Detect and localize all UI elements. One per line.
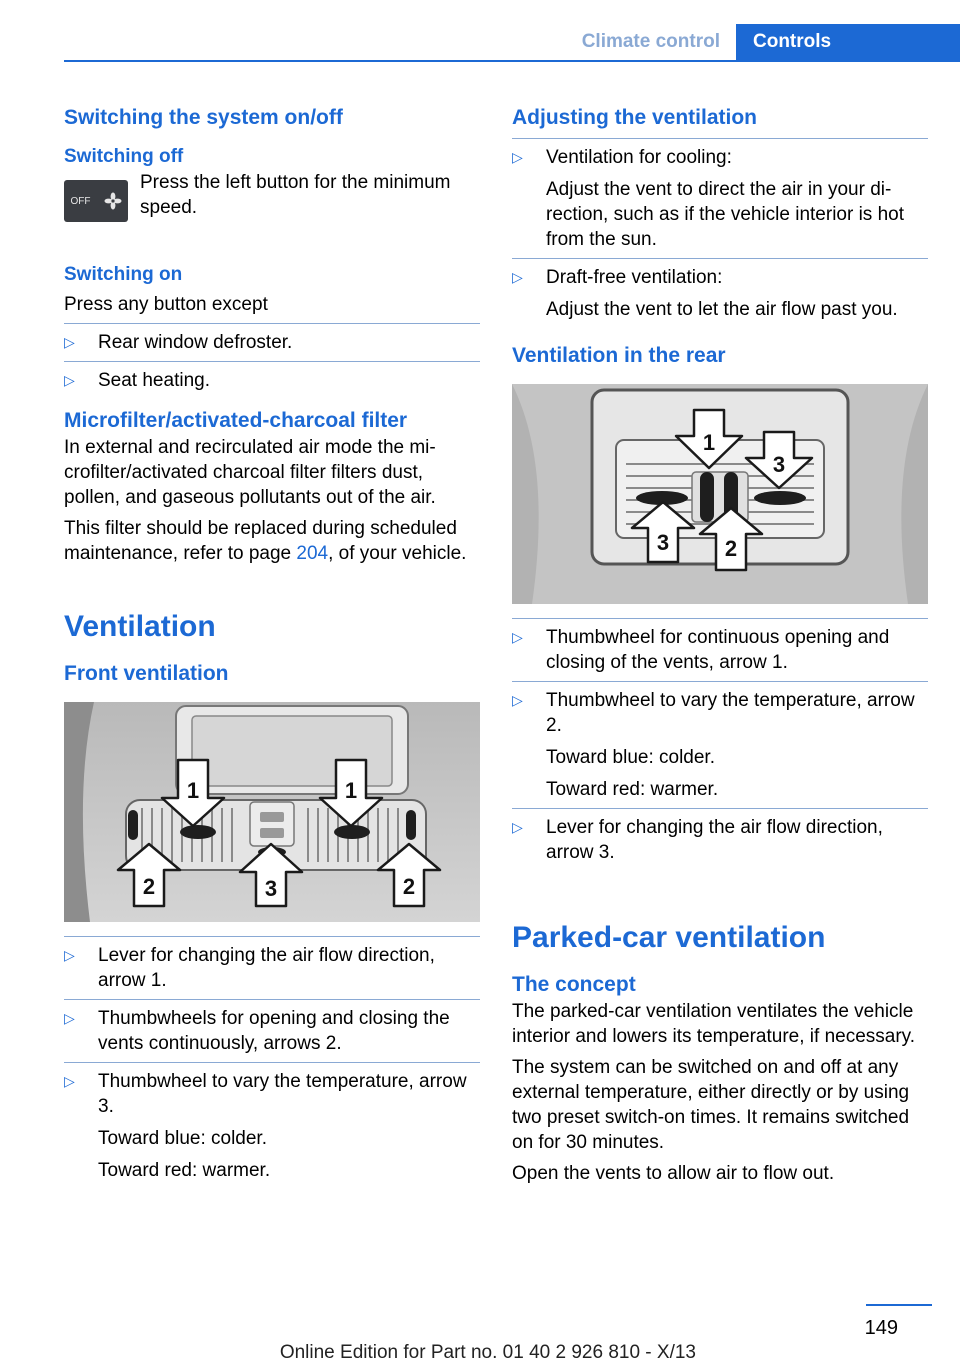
divider	[512, 681, 928, 682]
filter-text-2	[64, 516, 480, 566]
page-header	[64, 24, 960, 62]
list-item-text: Draft-free ventilation:	[546, 267, 723, 288]
fan-button-image	[64, 180, 128, 222]
list-item	[64, 943, 480, 993]
page-link[interactable]: 204	[296, 543, 329, 564]
divider	[64, 999, 480, 1000]
fan-icon	[104, 192, 122, 210]
switching-off-text: Press the left button for the minimum speed.	[140, 172, 451, 218]
list-subtext: Toward blue: colder.	[546, 747, 715, 768]
triangle-bullet-icon: ▷	[512, 819, 523, 835]
front-ventilation-heading: Front ventilation	[64, 662, 229, 685]
triangle-bullet-icon: ▷	[64, 947, 75, 963]
divider	[512, 138, 928, 139]
triangle-bullet-icon: ▷	[64, 334, 75, 350]
callout-label: 1	[186, 778, 200, 803]
list-item	[512, 625, 928, 675]
callout-label: 2	[724, 536, 738, 561]
concept-paragraph-1: The parked-car ventilation ventilates the vehicle interior and lowers its temperature, if necessary.	[512, 1001, 916, 1047]
divider	[512, 258, 928, 259]
list-item	[512, 815, 928, 865]
off-label: OFF	[70, 195, 91, 207]
divider	[64, 323, 480, 324]
header-rule	[64, 60, 960, 62]
switching-heading: Switching the system on/off	[64, 106, 343, 129]
callout-label: 2	[142, 874, 156, 899]
list-item-text: Thumbwheel to vary the temperature, arrow 3.	[98, 1071, 467, 1117]
list-item-text: Thumbwheel for continuous opening and closing of the vents, arrow 1.	[546, 627, 890, 673]
divider	[64, 936, 480, 937]
filter-text-2-start: This filter should be replaced during scheduled maintenance, refer to page	[64, 518, 457, 564]
edition-note: Online Edition for Part no. 01 40 2 926 810 - X/13	[279, 1342, 696, 1362]
list-item-text: Ventilation for cooling:	[546, 147, 732, 168]
divider	[64, 1062, 480, 1063]
callout-label: 1	[344, 778, 358, 803]
parked-car-heading: Parked-car ventilation	[512, 921, 826, 954]
triangle-bullet-icon: ▷	[64, 1073, 75, 1089]
list-item	[512, 688, 928, 738]
list-item	[64, 1006, 480, 1056]
adjust-heading: Adjusting the ventilation	[512, 106, 757, 129]
list-item-text: Seat heating.	[98, 370, 210, 391]
divider	[512, 618, 928, 619]
list-item	[64, 368, 480, 393]
list-subtext: Adjust the vent to let the air flow past you.	[546, 299, 898, 320]
callout-label: 3	[772, 452, 786, 477]
switching-on-text: Press any button except	[64, 294, 268, 315]
list-item-text: Thumbwheel to vary the temperature, arrow 2.	[546, 690, 915, 736]
page-number: 149	[864, 1317, 898, 1339]
list-subtext: Toward red: warmer.	[98, 1160, 271, 1181]
list-item-text: Lever for changing the air flow direction, arrow 1.	[98, 945, 435, 991]
filter-text-2-end: , of your vehicle.	[328, 543, 467, 564]
switching-off-row	[64, 172, 480, 222]
concept-paragraph-2: The system can be switched on and off at any external temperature, either directly or by using two preset switch-on times. It remains switched on for 30 minutes.	[512, 1057, 910, 1153]
footer-rule	[866, 1304, 932, 1306]
switching-off-heading: Switching off	[64, 146, 184, 167]
triangle-bullet-icon: ▷	[512, 692, 523, 708]
section-tab[interactable]: Climate control	[581, 31, 720, 52]
concept-paragraph-3: Open the vents to allow air to flow out.	[512, 1163, 835, 1184]
list-subtext: Toward red: warmer.	[546, 779, 719, 800]
list-item	[512, 265, 928, 290]
page-footer	[0, 1304, 960, 1362]
list-item-text: Thumbwheels for opening and closing the vents continuously, arrows 2.	[98, 1008, 450, 1054]
triangle-bullet-icon: ▷	[64, 1010, 75, 1026]
callout-label: 3	[264, 876, 278, 901]
list-item	[512, 145, 928, 170]
rear-ventilation-illustration	[512, 384, 928, 604]
right-column	[512, 100, 928, 1186]
callout-label: 3	[656, 530, 670, 555]
callout-label: 1	[702, 430, 716, 455]
concept-heading: The concept	[512, 973, 636, 996]
triangle-bullet-icon: ▷	[512, 149, 523, 165]
list-subtext: Toward blue: colder.	[98, 1128, 267, 1149]
triangle-bullet-icon: ▷	[64, 372, 75, 388]
ventilation-heading: Ventilation	[64, 610, 216, 643]
list-item	[64, 1069, 480, 1119]
divider	[512, 808, 928, 809]
front-ventilation-figure	[64, 702, 480, 922]
rear-ventilation-figure	[512, 384, 928, 604]
callout-label: 2	[402, 874, 416, 899]
list-item-text: Rear window defroster.	[98, 332, 293, 353]
triangle-bullet-icon: ▷	[512, 629, 523, 645]
rear-ventilation-heading: Ventilation in the rear	[512, 344, 726, 367]
triangle-bullet-icon: ▷	[512, 269, 523, 285]
chapter-tab[interactable]: Controls	[736, 24, 960, 62]
divider	[64, 361, 480, 362]
filter-heading: Microfilter/activated-charcoal filter	[64, 409, 408, 432]
filter-text: In external and recirculated air mode the microfilter/activated charcoal filter filters dust, pollen, and gaseous pollutants out of the air.	[64, 437, 436, 508]
list-subtext: Adjust the vent to direct the air in your direction, such as if the vehicle interior is hot from the sun.	[546, 179, 905, 250]
front-ventilation-illustration	[64, 702, 480, 922]
list-item-text: Lever for changing the air flow direction, arrow 3.	[546, 817, 883, 863]
switching-on-heading: Switching on	[64, 264, 183, 285]
list-item	[64, 330, 480, 355]
left-column	[64, 100, 480, 1183]
